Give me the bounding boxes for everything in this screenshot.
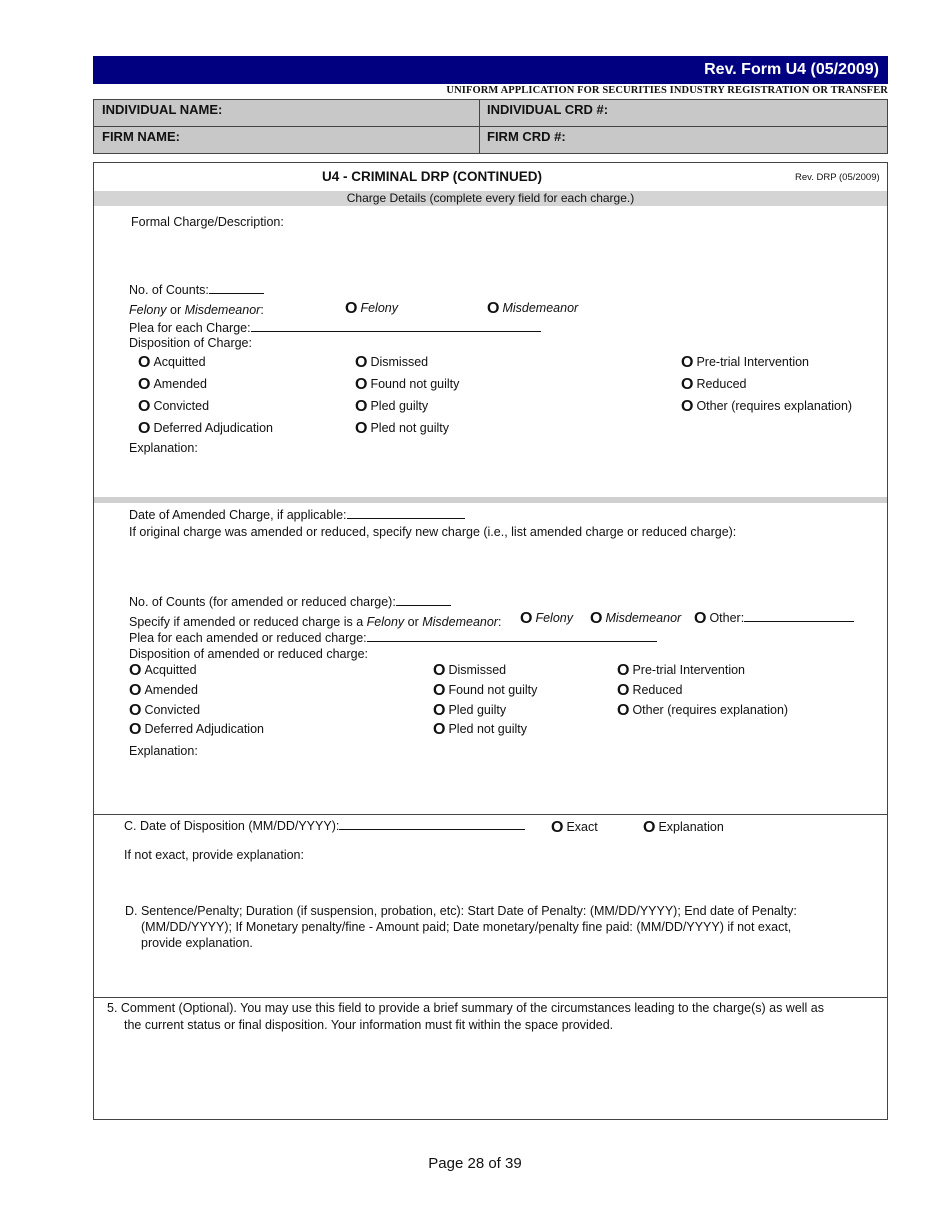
option-label: Convicted (153, 399, 210, 413)
felony-radio[interactable] (345, 300, 398, 318)
individual-crd-field[interactable]: INDIVIDUAL CRD #: (487, 102, 609, 117)
not-exact-explanation-field[interactable]: If not exact, provide explanation: (124, 848, 304, 862)
misdemeanor-option-label: Misdemeanor (502, 301, 579, 315)
option-label: Dismissed (370, 355, 429, 369)
individual-name-field[interactable]: INDIVIDUAL NAME: (102, 102, 223, 117)
amended-counts-blank[interactable] (396, 594, 451, 606)
misdemeanor-word: Misdemeanor (184, 303, 261, 317)
radio-icon: O (355, 420, 368, 437)
section-separator (94, 497, 887, 503)
radio-icon: O (355, 376, 368, 393)
amended-convicted-radio[interactable] (129, 702, 200, 720)
amended-counts-label: No. of Counts (for amended or reduced charge): (129, 595, 396, 609)
felony-word: Felony (366, 615, 405, 629)
other-radio[interactable] (681, 398, 852, 416)
radio-icon: O (617, 662, 630, 679)
specify-prefix: Specify if amended or reduced charge is a (129, 615, 367, 629)
misdemeanor-word: Misdemeanor (422, 615, 498, 629)
amended-radio[interactable] (138, 376, 207, 394)
option-label: Felony (535, 611, 573, 625)
amended-counts-field[interactable] (129, 594, 451, 609)
other-blank[interactable] (744, 610, 854, 622)
option-label: Other (requires explanation) (632, 703, 789, 717)
radio-icon: O (551, 819, 564, 836)
radio-icon: O (355, 354, 368, 371)
option-label: Misdemeanor (605, 611, 682, 625)
radio-icon: O (617, 682, 630, 699)
option-label: Reduced (632, 683, 683, 697)
option-label: Pled guilty (370, 399, 429, 413)
section-title: U4 - CRIMINAL DRP (CONTINUED) (322, 169, 543, 184)
or-word: or (404, 615, 423, 629)
radio-icon: O (617, 702, 630, 719)
radio-icon: O (433, 702, 446, 719)
charge-details-heading: Charge Details (complete every field for each charge.) (346, 191, 635, 205)
form-title: Rev. Form U4 (05/2009) (704, 61, 879, 78)
option-label: Found not guilty (448, 683, 538, 697)
pled-guilty-radio[interactable] (355, 398, 428, 416)
option-label: Reduced (696, 377, 747, 391)
radio-icon: O (520, 610, 533, 627)
found-not-guilty-radio[interactable] (355, 376, 459, 394)
option-label: Convicted (144, 703, 201, 717)
option-label: Other: (709, 611, 745, 625)
charge-details-bar (94, 191, 887, 206)
option-label: Acquitted (144, 663, 197, 677)
disposition-date-field[interactable] (124, 818, 525, 833)
convicted-radio[interactable] (138, 398, 209, 416)
felony-misdemeanor-question (129, 303, 264, 317)
sentence-line-2: (MM/DD/YYYY); If Monetary penalty/fine - Amount paid; Date monetary/penalty fine paid: (MM/DD/YYYY) if not exact, (141, 920, 792, 934)
felony-word: Felony (129, 303, 167, 317)
formal-charge-field[interactable]: Formal Charge/Description: (131, 215, 284, 229)
radio-icon: O (433, 721, 446, 738)
option-label: Other (requires explanation) (696, 399, 853, 413)
option-label: Amended (153, 377, 207, 391)
plea-blank[interactable] (251, 320, 541, 332)
radio-icon: O (433, 662, 446, 679)
page-number: Page 28 of 39 (428, 1155, 522, 1172)
option-label: Pled not guilty (448, 722, 527, 736)
option-label: Deferred Adjudication (153, 421, 273, 435)
pled-not-guilty-radio[interactable] (355, 420, 449, 438)
explanation-field[interactable]: Explanation: (129, 441, 198, 455)
amended-pled-not-guilty-radio[interactable] (433, 721, 527, 739)
divider (94, 814, 887, 815)
grid-divider (94, 126, 887, 127)
amended-found-not-guilty-radio[interactable] (433, 682, 537, 700)
amended-misdemeanor-radio[interactable] (590, 610, 681, 628)
acquitted-radio[interactable] (138, 354, 206, 372)
option-label: Acquitted (153, 355, 206, 369)
radio-icon: O (138, 376, 151, 393)
amended-disposition-label: Disposition of amended or reduced charge: (129, 647, 369, 661)
amended-deferred-radio[interactable] (129, 721, 264, 739)
form-header-bar (93, 56, 888, 84)
counts-label: No. of Counts: (129, 283, 209, 297)
option-label: Exact (566, 820, 598, 834)
identification-grid (93, 99, 888, 154)
amended-other-disposition-radio[interactable] (617, 702, 788, 720)
radio-icon: O (681, 354, 694, 371)
amended-explanation-field[interactable]: Explanation: (129, 744, 198, 758)
sentence-line-3: provide explanation. (141, 936, 253, 950)
amended-plea-field[interactable] (129, 630, 657, 645)
radio-icon: O (643, 819, 656, 836)
amended-dismissed-radio[interactable] (433, 662, 506, 680)
amended-acquitted-radio[interactable] (129, 662, 197, 680)
deferred-radio[interactable] (138, 420, 273, 438)
radio-icon: O (129, 721, 142, 738)
reduced-radio[interactable] (681, 376, 747, 394)
dismissed-radio[interactable] (355, 354, 428, 372)
radio-icon: O (345, 300, 358, 317)
explanation-radio[interactable] (643, 819, 724, 837)
comment-line-1: 5. Comment (Optional). You may use this field to provide a brief summary of the circumstances leading to the charge(s) as well as (107, 1001, 824, 1015)
option-label: Pled guilty (448, 703, 507, 717)
radio-icon: O (694, 610, 707, 627)
radio-icon: O (129, 702, 142, 719)
radio-icon: O (590, 610, 603, 627)
disposition-label: Disposition of Charge: (129, 336, 252, 350)
firm-name-field[interactable]: FIRM NAME: (102, 129, 180, 144)
firm-crd-field[interactable]: FIRM CRD #: (487, 129, 566, 144)
radio-icon: O (681, 398, 694, 415)
amended-other-radio[interactable] (694, 610, 854, 628)
amended-date-blank[interactable] (347, 507, 465, 519)
radio-icon: O (355, 398, 368, 415)
disposition-date-blank[interactable] (339, 818, 525, 830)
or-word: or (166, 303, 185, 317)
radio-icon: O (129, 682, 142, 699)
pretrial-radio[interactable] (681, 354, 809, 372)
amended-specify-text: If original charge was amended or reduced, specify new charge (i.e., list amended charge or reduced charge): (129, 525, 737, 539)
counts-field[interactable] (129, 282, 264, 297)
radio-icon: O (138, 398, 151, 415)
amended-reduced-radio[interactable] (617, 682, 683, 700)
option-label: Pre-trial Intervention (696, 355, 810, 369)
disposition-date-label: C. Date of Disposition (MM/DD/YYYY): (124, 819, 340, 833)
radio-icon: O (129, 662, 142, 679)
option-label: Explanation (658, 820, 724, 834)
sentence-line-1: D. Sentence/Penalty; Duration (if suspension, probation, etc): Start Date of Penalty: (MM/DD/YYYY); End date of Penalty: (125, 904, 797, 918)
option-label: Amended (144, 683, 198, 697)
amended-pled-guilty-radio[interactable] (433, 702, 506, 720)
radio-icon: O (138, 420, 151, 437)
comment-line-2: the current status or final disposition. Your information must fit within the space provided. (124, 1018, 614, 1032)
radio-icon: O (433, 682, 446, 699)
amended-pretrial-radio[interactable] (617, 662, 745, 680)
option-label: Pre-trial Intervention (632, 663, 746, 677)
form-subtitle: UNIFORM APPLICATION FOR SECURITIES INDUSTRY REGISTRATION OR TRANSFER (446, 85, 888, 96)
amended-plea-blank[interactable] (367, 630, 657, 642)
divider (94, 997, 887, 998)
felony-option-label: Felony (360, 301, 398, 315)
option-label: Found not guilty (370, 377, 460, 391)
misdemeanor-radio[interactable] (487, 300, 578, 318)
amended-date-label: Date of Amended Charge, if applicable: (129, 508, 347, 522)
plea-field[interactable] (129, 320, 541, 335)
colon: : (260, 303, 264, 317)
amended-date-field[interactable] (129, 507, 465, 522)
option-label: Pled not guilty (370, 421, 449, 435)
radio-icon: O (681, 376, 694, 393)
amended-felony-question (129, 615, 501, 629)
amended-plea-label: Plea for each amended or reduced charge: (129, 631, 367, 645)
plea-label: Plea for each Charge: (129, 321, 251, 335)
amended-felony-radio[interactable] (520, 610, 573, 628)
exact-radio[interactable] (551, 819, 598, 837)
radio-icon: O (138, 354, 151, 371)
radio-icon: O (487, 300, 500, 317)
colon: : (497, 615, 502, 629)
section-revision: Rev. DRP (05/2009) (795, 172, 880, 183)
option-label: Deferred Adjudication (144, 722, 264, 736)
amended-amended-radio[interactable] (129, 682, 198, 700)
option-label: Dismissed (448, 663, 507, 677)
counts-blank[interactable] (209, 282, 264, 294)
